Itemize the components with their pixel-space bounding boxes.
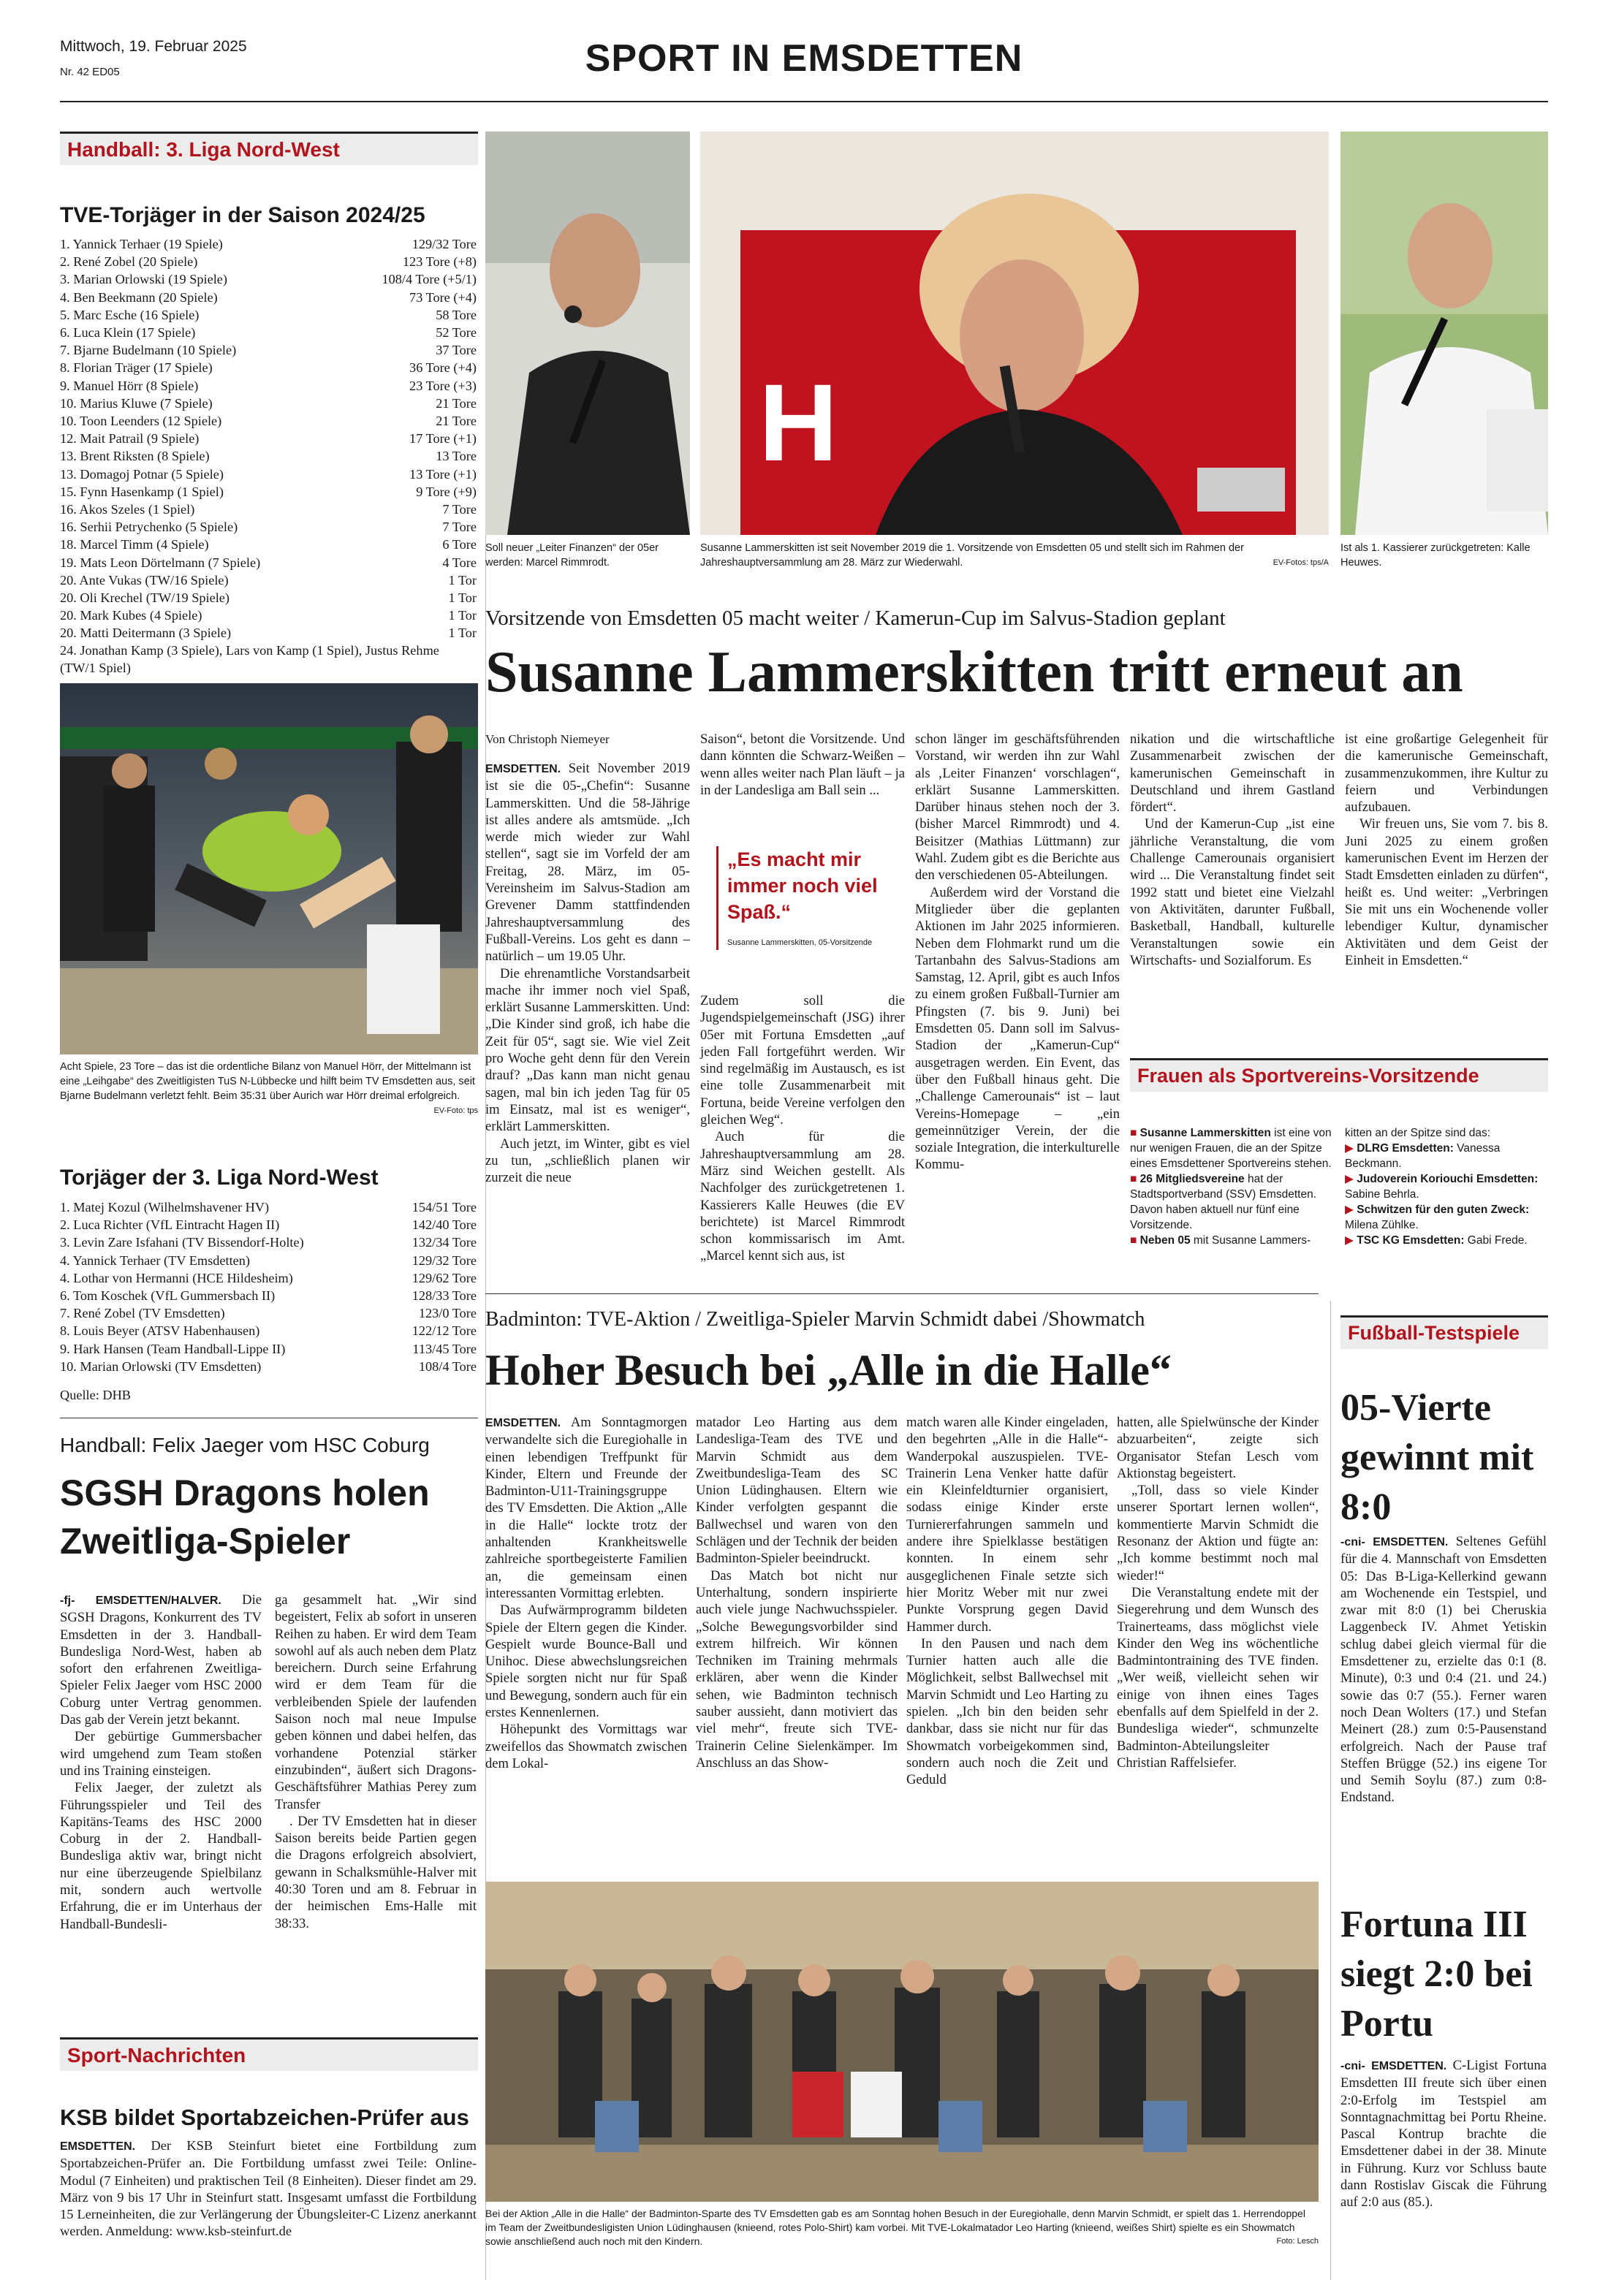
goal-count: 37 Tore — [436, 343, 477, 358]
badminton-group-image — [485, 1882, 1319, 2202]
player-name: 13. Domagoj Potnar (5 Spiele) — [60, 466, 224, 482]
caption-lammerskitten: Susanne Lammerskitten ist seit November 2019 die 1. Vorsitzende von Emsdetten 05 und stellt sich im Rahmen der Jahreshauptversammlung am 28. März zur Wiederwahl. EV-Fotos: tps/A — [700, 542, 1329, 569]
tve-scorers-last: 24. Jonathan Kamp (3 Spiele), Lars von Kamp (1 Spiel), Justus Rehme (TW/1 Spiel) — [60, 643, 439, 676]
badminton-col2 — [696, 1414, 898, 1771]
goal-count: 1 Tor — [448, 590, 477, 606]
badminton-col4 — [1117, 1414, 1319, 1771]
caption-heuwes: Ist als 1. Kassierer zurückgetreten: Kalle Heuwes. — [1340, 542, 1531, 569]
badminton-kicker: Badminton: TVE-Aktion / Zweitliga-Spieler Marvin Schmidt dabei /Showmatch — [485, 1308, 1145, 1331]
ksb-article: EMSDETTEN. Der KSB Steinfurt bietet eine Fortbildung zum Sportabzeichen-Prüfer an. Die Fortbildung umfasst zwei Teile: Online-Modul (7 Einheiten) und praktischen Teil (8 Einheiten). Dieser findet am 29. März von 9 bis 17 Uhr in Steinfurt statt. Insgesamt umfasst die Fortbildung 15 Lerneinheiten, die zur Verlängerung der Übungsleiter-C Lizenz anerkannt werden. Anmeldung: www.ksb-steinfurt.de — [60, 2138, 477, 2239]
bullet-icon: ▶ — [1345, 1234, 1357, 1247]
photo-lammerskitten — [700, 132, 1329, 535]
goal-count: 21 Tore — [436, 395, 477, 411]
handball-photo — [60, 683, 478, 1054]
table-row — [60, 501, 477, 518]
goal-count: 1 Tor — [448, 572, 477, 588]
goal-count: 132/34 Tore — [412, 1235, 477, 1250]
player-name: 3. Levin Zare Isfahani (TV Bissendorf-Holte) — [60, 1235, 304, 1250]
table-row — [60, 554, 477, 571]
player-name: 2. René Zobel (20 Spiele) — [60, 254, 198, 270]
paragraph: Die Veranstaltung endete mit der Siegerehrung und dem Wunsch des Trainerteams, dass möglichst viele Kinder den Weg ins wöchentliche Badmintontraining des TVE finden. „Wer weiß, vielleicht sehen wir einige von ihnen eines Tages ebenfalls auf dem Spielfeld in der 2. Bundesliga wieder“, schmunzelte Badminton-Abteilungsleiter Christian Raffelsiefer. — [1117, 1584, 1319, 1771]
player-name: 13. Brent Riksten (8 Spiele) — [60, 449, 210, 464]
badminton-col1 — [485, 1414, 687, 1772]
player-name: 6. Luca Klein (17 Spiele) — [60, 325, 196, 341]
paragraph: schon länger im geschäftsführenden Vorstand, wir werden ihn zur Wahl als ‚Leiter Finanzen‘ vorschlagen“, erklärt Susanne Lammerskitten. Darüber hinaus stehen noch der 3. (bisher Marcel Rimmrodt) und 4. Beisitzer (Mathias Lüttmann) zur Wahl. Zudem gibt es die Berichte aus den verschiedenen 05-Abteilungen. — [915, 731, 1120, 883]
lead-author: Von Christoph Niemeyer — [485, 732, 610, 746]
table-row — [60, 270, 477, 288]
player-name: 4. Yannick Terhaer (TV Emsdetten) — [60, 1252, 251, 1268]
bullet-icon: ■ — [1130, 1127, 1140, 1139]
goal-count: 13 Tore — [436, 449, 477, 464]
player-name: 4. Ben Beekmann (20 Spiele) — [60, 289, 218, 305]
table-row — [60, 1304, 477, 1322]
goal-count: 4 Tore — [442, 555, 477, 570]
paragraph: Auch jetzt, im Winter, gibt es viel zu tun, „schließlich planen wir zurzeit die neue — [485, 1136, 690, 1186]
table-row — [60, 377, 477, 395]
table-row — [60, 324, 477, 341]
player-name: 18. Marcel Timm (4 Spiele) — [60, 537, 209, 552]
goal-count: 58 Tore — [436, 307, 477, 322]
list-item: ■ Susanne Lammerskitten ist eine von nur wenigen Frauen, die an der Spitze eines Emsdettener Sportvereins stehen. — [1130, 1127, 1332, 1170]
goal-count: 6 Tore — [442, 537, 477, 552]
paragraph: nikation und die wirtschaftliche Zusammenarbeit zwischen der kamerunischen Gemeinschaft in Deutschland und ihrem Gastland fördert“. — [1130, 731, 1335, 816]
sgsh-article-col2 — [275, 1592, 477, 1932]
fussball-headline-1: 05-Vierte gewinnt mit 8:0 — [1340, 1387, 1534, 1528]
paragraph: -cni- EMSDETTEN. Seltenes Gefühl für die 4. Mannschaft von Emsdetten 05: Das B-Liga-Kellerkind gewann am Wochenende ein Testspiel, und zwar mit 8:0 (1) bei Cheruskia Laggenbeck IV. Ahmet Yetiskin schlug dabei gleich viermal für die Emsdettener zu, erzielte das 0:1 (8. Minute), 0:3 und 0:4 (21. und 24.) sowie das 0:7 (55.). Ferner waren noch Dean Wolters (17.) und Stefan Meinert (28.) zum 0:5-Pausenstand erfolgreich. Nach der Pause traf Steffen Brügge (52.) ins eigene Tor und Semih Soylu (87.) zum 0:8-Endstand. — [1340, 1534, 1547, 1806]
paragraph: Höhepunkt des Vormittags war zweifellos das Showmatch zwischen dem Lokal- — [485, 1722, 687, 1771]
goal-count: 113/45 Tore — [412, 1341, 477, 1356]
player-name: 19. Mats Leon Dörtelmann (7 Spiele) — [60, 555, 261, 570]
paragraph: Das Aufwärmprogramm bildeten Spiele der Eltern gegen die Kinder. Gespielt wurde Bounce-Ball und Unihoc. Diese abwechslungsreichen Spiele sorgten nicht nur für Spaß und Bewegung, sondern auch für ein erstes Kennenlernen. — [485, 1603, 687, 1721]
rimmrodt-portrait — [485, 132, 690, 535]
list-item: ■ Neben 05 mit Susanne Lammers- — [1130, 1234, 1311, 1247]
lead-article-col2a — [700, 731, 905, 799]
paragraph: Und der Kamerun-Cup „ist eine jährliche Veranstaltung, die vom Challenge Camerounais organisiert wird ... Die Veranstaltung findet seit 1992 statt und bietet eine Vielzahl von Aktivitäten, darunter Fußball, Basketball, Handball, kulturelle Veranstaltungen sowie ein Wirtschafts- und Sozialforum. Es — [1130, 816, 1335, 968]
player-name: 7. Bjarne Budelmann (10 Spiele) — [60, 343, 237, 358]
header-divider — [60, 101, 1548, 102]
table-row — [60, 395, 477, 412]
handball-ribbon: Handball: 3. Liga Nord-West — [60, 132, 478, 165]
goal-count: 17 Tore (+1) — [409, 431, 477, 446]
goal-count: 129/62 Tore — [412, 1270, 477, 1285]
lammerskitten-portrait — [700, 132, 1329, 535]
bullet-icon: ■ — [1130, 1173, 1140, 1185]
table-row — [60, 607, 477, 624]
lead-quote-box — [716, 846, 892, 950]
table-row — [60, 536, 477, 553]
paragraph: EMSDETTEN. Am Sonntagmorgen verwandelte sich die Euregiohalle in einen lebendigen Treffpunkt für Kinder, Eltern und Freunde der Badminton-U11-Trainingsgruppe des TV Emsdetten. Die Aktion „Alle in die Halle“ lockte trotz der anhaltenden Krankheitswelle zahlreiche sportbegeisterte Familien an, die gemeinsam einen interessanten Vormittag erlebten. — [485, 1415, 688, 1601]
player-name: 1. Yannick Terhaer (19 Spiele) — [60, 237, 223, 251]
photo-rimmrodt — [485, 132, 690, 535]
goal-count: 52 Tore — [436, 325, 477, 341]
player-name: 9. Manuel Hörr (8 Spiele) — [60, 378, 199, 393]
table-row — [60, 1269, 477, 1287]
table-row — [60, 624, 477, 642]
paragraph: -cni- EMSDETTEN. C-Ligist Fortuna Emsdetten III freute sich über einen 2:0-Erfolg im Testspiel am Sonntagnachmittag bei Portu Rheine. Pascal Kontrup brachte die Emsdettener dabei in der 38. Minute in Führung. Kurz vor Schluss baute dann Rostislav Giscak die Führung auf 2:0 aus (85.). — [1340, 2058, 1547, 2211]
lead-article-col1 — [485, 760, 690, 1186]
table-row — [60, 1198, 477, 1216]
lead-article-col5 — [1345, 731, 1548, 969]
paragraph: -fj- EMSDETTEN/HALVER. Die SGSH Dragons, Konkurrent des TV Emsdetten in der 3. Handball-Bundesliga Nord-West, haben ab sofort den erfahrenen Zweitliga-Spieler Felix Jaeger vom HSC 2000 Coburg unter Vertrag genommen. Das gab der Verein jetzt bekannt. — [60, 1592, 262, 1728]
list-item: ▶ Judoverein Koriouchi Emsdetten: Sabine Behrla. — [1345, 1173, 1539, 1201]
frauen-list-right: kitten an der Spitze sind das: ▶ DLRG Emsdetten: Vanessa Beckmann. ▶ Judoverein Koriouchi Emsdetten: Sabine Behrla. ▶ Schwitzen für den guten Zweck: Milena Zühlke. ▶ TSC KG Emsdetten: Gabi Frede. — [1345, 1125, 1547, 1248]
paragraph: ist eine großartige Gelegenheit für die kamerunische Gemeinschaft, zusammenzukommen, ihre Kultur zu feiern und Verbindungen aufzubauen. — [1345, 731, 1548, 816]
player-name: 2. Luca Richter (VfL Eintracht Hagen II) — [60, 1217, 280, 1233]
player-name: 12. Mait Patrail (9 Spiele) — [60, 431, 200, 446]
player-name: 10. Marian Orlowski (TV Emsdetten) — [60, 1358, 262, 1374]
table-row — [60, 465, 477, 483]
paragraph: hatten, alle Spielwünsche der Kinder abzuarbeiten“, zeigte sich Organisator Stefan Lesch vom Aktionstag begeistert. — [1117, 1415, 1319, 1481]
paragraph: Das Match bot nicht nur Unterhaltung, sondern inspirierte auch viele junge Nachwuchsspieler. „Solche Bewegungsvorbilder sind extrem hilfreich. Wir können Techniken im Training mehrmals erklären, aber wenn die Kinder sehen, wie Badminton technisch sauber aussieht, dann motiviert das viel mehr“, freute sich TVE-Trainerin Celine Sielenkämper. Im Anschluss an das Show- — [696, 1567, 898, 1771]
goal-count: 154/51 Tore — [412, 1200, 477, 1214]
caption-credit: EV-Fotos: tps/A — [1273, 558, 1329, 567]
paragraph: EMSDETTEN. Seit November 2019 ist sie die 05-„Chefin“: Susanne Lammerskitten. Und die 58-Jährige ist alles andere als amtsmüde. „Ich werde mich wieder zur Wahl stellen“, sagt sie im Vorfeld der am Freitag, 28. März, im 05-Vereinsheim im Salvus-Stadion am Grevener Damm stattfindenden Jahreshauptversammlung des Fußball-Vereins. Los geht es dann – natürlich – um 19.05 Uhr. — [485, 761, 691, 965]
bullet-icon: ▶ — [1345, 1204, 1357, 1216]
goal-count: 7 Tore — [442, 520, 477, 535]
liga-scorers-list — [60, 1198, 477, 1375]
goal-count: 21 Tore — [436, 414, 477, 429]
table-row — [60, 1252, 477, 1269]
lead-quote-source: Susanne Lammerskitten, 05-Vorsitzende — [727, 938, 873, 947]
goal-count: 73 Tore (+4) — [409, 289, 477, 305]
player-name: 20. Mark Kubes (4 Spiele) — [60, 608, 202, 623]
goal-count: 23 Tore (+3) — [409, 378, 477, 393]
player-name: 3. Marian Orlowski (19 Spiele) — [60, 272, 227, 287]
handball-player-image — [60, 683, 478, 1054]
banner-letter: H — [759, 361, 838, 484]
player-name: 4. Lothar von Hermanni (HCE Hildesheim) — [60, 1270, 293, 1285]
lead-quote: „Es macht mir immer noch viel Spaß.“ — [727, 848, 878, 923]
lead-headline: Susanne Lammerskitten tritt erneut an — [485, 640, 1463, 704]
photo-credit: EV-Foto: tps — [433, 1106, 478, 1115]
table-row — [60, 412, 477, 430]
goal-count: 129/32 Tore — [412, 1252, 477, 1268]
table-row — [60, 235, 477, 253]
player-name: 8. Louis Beyer (ATSV Habenhausen) — [60, 1323, 260, 1339]
paragraph: Saison“, betont die Vorsitzende. Und dann könnten die Schwarz-Weißen – wenn alles weiter nach Plan läuft – ja in der Landesliga am Ball sein ... — [700, 731, 905, 798]
table-row — [60, 341, 477, 359]
table-row — [60, 359, 477, 376]
bullet-icon: ▶ — [1345, 1142, 1357, 1155]
badminton-caption: Bei der Aktion „Alle in die Halle“ der Badminton-Sparte des TV Emsdetten gab es am Sonntag hohen Besuch in der Euregiohalle, denn Marvin Schmidt, er spielt das 1. Herrendoppel im Team der Zweitbundesligisten Union Lüdinghausen (knieend, rotes Polo-Shirt) kam vorbei. Mit TVE-Lokalmatador Leo Harting (knieend, weißes Shirt) spielte es ein Showmatch sowie anschließend auch noch mit den Kindern. Foto: Lesch — [485, 2208, 1319, 2247]
photo-heuwes — [1340, 132, 1548, 535]
goal-count: 13 Tore (+1) — [409, 466, 477, 482]
goal-count: 9 Tore (+9) — [416, 484, 477, 499]
lead-article-col4 — [1130, 731, 1335, 969]
fussball-ribbon: Fußball-Testspiele — [1340, 1315, 1548, 1349]
lead-article-col3 — [915, 731, 1120, 1174]
source-note: Quelle: DHB — [60, 1388, 131, 1402]
fussball-article-1 — [1340, 1533, 1547, 1806]
player-name: 20. Oli Krechel (TW/19 Spiele) — [60, 590, 230, 606]
paragraph: Die ehrenamtliche Vorstandsarbeit mache ihr immer noch viel Spaß, erklärt Susanne Lammerskitten. Und: „Die Kinder sind groß, ich habe die Zeit für 05“, sagt sie. Wie viel Zeit pro Woche geht denn für den Verein drauf? „Das kann man nicht genau sagen, mal bin ich jeden Tag für 05 im Einsatz, mal ist es weniger“, erklärt Lammerskitten. — [485, 965, 690, 1135]
badminton-group-photo — [485, 1882, 1319, 2202]
bullet-icon: ■ — [1130, 1234, 1140, 1247]
player-name: 7. René Zobel (TV Emsdetten) — [60, 1306, 225, 1321]
player-name: 9. Hark Hansen (Team Handball-Lippe II) — [60, 1341, 286, 1356]
goal-count: 108/4 Tore — [418, 1358, 477, 1374]
paragraph: Auch für die Jahreshauptversammlung am 28. März sind Weichen gestellt. Als Nachfolger des zurückgetretenen 1. Kassierers Kalle Heuwes (die EV berichtete) ist Marcel Rimmrodt schon kommissarisch im Amt. „Marcel kennt sich aus, ist — [700, 1129, 905, 1264]
bullet-icon: ▶ — [1345, 1173, 1357, 1185]
fussball-headline-2: Fortuna III siegt 2:0 bei Portu — [1340, 1904, 1533, 2045]
table-row — [60, 306, 477, 324]
goal-count: 1 Tor — [448, 608, 477, 623]
frauen-ribbon: Frauen als Sportvereins-Vorsitzende — [1130, 1058, 1548, 1092]
goal-count: 128/33 Tore — [412, 1288, 477, 1304]
player-name: 8. Florian Träger (17 Spiele) — [60, 360, 213, 376]
player-name: 16. Serhii Petrychenko (5 Spiele) — [60, 520, 238, 535]
fussball-article-2 — [1340, 2057, 1547, 2211]
paragraph: matador Leo Harting aus dem Landesliga-Team des TVE und Marvin Schmidt aus dem Zweitbundesliga-Team des SC Union Lüdinghausen. Eltern wie Kinder verfolgten gespannt die Ballwechsel und waren von den Schlägen und der Technik der beiden Badminton-Spieler beeindruckt. — [696, 1415, 898, 1567]
goal-count: 123 Tore (+8) — [402, 254, 477, 270]
sgsh-kicker: Handball: Felix Jaeger vom HSC Coburg — [60, 1434, 430, 1456]
paragraph: Felix Jaeger, der zuletzt als Führungsspieler und Teil des Kapitäns-Teams des HSC 2000 Coburg in der 2. Handball-Bundesliga aktiv war, bringt nicht nur eine überzeugende Spielbilanz mit, sondern auch wertvolle Erfahrung, die er im Unterhaus der Handball-Bundesli- — [60, 1780, 262, 1932]
heuwes-portrait — [1340, 132, 1548, 535]
goal-count: 36 Tore (+4) — [409, 360, 477, 376]
badminton-credit: Foto: Lesch — [1276, 2237, 1319, 2246]
issue-number: Nr. 42 ED05 — [60, 66, 120, 78]
caption-rimmrodt: Soll neuer „Leiter Finanzen“ der 05er werden: Marcel Rimmrodt. — [485, 542, 659, 569]
list-item: ▶ Schwitzen für den guten Zweck: Milena Zühlke. — [1345, 1204, 1530, 1231]
table-row — [60, 518, 477, 536]
table-row — [60, 253, 477, 270]
sportnews-ribbon: Sport-Nachrichten — [60, 2037, 478, 2071]
lead-kicker: Vorsitzende von Emsdetten 05 macht weiter / Kamerun-Cup im Salvus-Stadion geplant — [485, 607, 1226, 630]
table-row — [60, 571, 477, 589]
table-row — [60, 1358, 477, 1375]
player-name: 20. Ante Vukas (TW/16 Spiele) — [60, 572, 229, 588]
table-row — [60, 1322, 477, 1339]
list-item: ■ 26 Mitgliedsvereine hat der Stadtsportverband (SSV) Emsdetten. Davon haben aktuell nur fünf eine Vorsitzende. — [1130, 1173, 1317, 1231]
list-item: ▶ DLRG Emsdetten: Vanessa Beckmann. — [1345, 1142, 1501, 1170]
table-row — [60, 1216, 477, 1233]
table-row — [60, 289, 477, 306]
list-item: ▶ TSC KG Emsdetten: Gabi Frede. — [1345, 1234, 1528, 1247]
goal-count: 108/4 Tore (+5/1) — [382, 272, 477, 287]
player-name: 10. Marius Kluwe (7 Spiele) — [60, 395, 213, 411]
sgsh-headline: SGSH Dragons holen Zweitliga-Spieler — [60, 1472, 430, 1562]
goal-count: 123/0 Tore — [418, 1306, 477, 1321]
paragraph: Zudem soll die Jugendspielgemeinschaft (JSG) ihrer 05er mit Fortuna Emsdetten „auf jeden Fall fortgeführt werden. Wir sind regelmäßig im Austausch, es ist eine tolle Zusammenarbeit mit Fortuna, beide Vereine verfolgen den gleichen Weg“. — [700, 993, 905, 1128]
frauen-list-left — [1130, 1125, 1332, 1248]
tve-scorers-title: TVE-Torjäger in der Saison 2024/25 — [60, 203, 425, 227]
table-row — [60, 483, 477, 501]
badminton-headline: Hoher Besuch bei „Alle in die Halle“ — [485, 1346, 1172, 1394]
table-row — [60, 589, 477, 607]
table-row — [60, 1287, 477, 1304]
player-name: 10. Toon Leenders (12 Spiele) — [60, 414, 222, 429]
paragraph: match waren alle Kinder eingeladen, den begehrten „Alle in die Halle“-Wanderpokal auszuspielen. TVE-Trainerin Lena Venker hatte dafür ein Kleinfeldturnier organisiert, sodass einige Kinder erste Turniererfahrungen sammeln und andere ihre Spielklasse bestätigen konnten. In einem sehr ausgeglichenen Finale setzte sich hier Moritz Weber mit nur zwei Punkte Vorsprung gegen David Hammer durch. — [906, 1415, 1108, 1635]
paragraph: In den Pausen und nach dem Turnier hatten auch alle die Möglichkeit, selbst Ballwechsel mit Marvin Schmidt und Leo Harting zu spielen. „Ich bin den beiden sehr dankbar, dass sie nicht nur für das Showmatch vorbeigekommen sind, sondern auch noch die Zeit und Geduld — [906, 1635, 1108, 1788]
player-name: 1. Matej Kozul (Wilhelmshavener HV) — [60, 1200, 270, 1214]
handball-photo-caption: Acht Spiele, 23 Tore – das ist die ordentliche Bilanz von Manuel Hörr, der Mittelmann ist eine „Leihgabe“ des Zweitligisten TuS N-Lübbecke und hilft beim TV Emsdetten aus, seit Bjarne Budelmann verletzt fehlt. Beim 35:31 über Aurich war Hörr dreimal erfolgreich. EV-Foto: tps — [60, 1060, 478, 1118]
player-name: 15. Fynn Hasenkamp (1 Spiel) — [60, 484, 224, 499]
table-row — [60, 430, 477, 447]
goal-count: 1 Tor — [448, 626, 477, 641]
liga-scorers-title: Torjäger der 3. Liga Nord-West — [60, 1166, 379, 1190]
table-row — [60, 447, 477, 465]
paragraph: Außerdem wird der Vorstand die Mitglieder über die geplanten Aktionen im Jahr 2025 informieren. Neben dem Flohmarkt rund um die Tartanbahn des Salvus-Stadions am Samstag, 12. April, gibt es auch Infos zu einem großen Fußball-Turnier am Pfingsten (7. bis 9. Juni) bei Emsdetten 05. Dann soll im Salvus-Stadion der „Kamerun-Cup“ ausgetragen werden. Ein Event, das über den Fußball hinaus geht. Die „Challenge Camerounais“ ist – laut Vereins-Homepage – „ein gemeinnütziger Verein, der die soziale Integration, die interkulturelle Kommu- — [915, 884, 1120, 1173]
player-name: 5. Marc Esche (16 Spiele) — [60, 307, 200, 322]
tve-scorers-list — [60, 235, 477, 642]
ksb-headline: KSB bildet Sportabzeichen-Prüfer aus — [60, 2105, 469, 2130]
table-row — [60, 1233, 477, 1251]
goal-count: 129/32 Tore — [412, 237, 477, 251]
goal-count: 122/12 Tore — [412, 1323, 477, 1339]
paragraph: . Der TV Emsdetten hat in dieser Saison bereits beide Partien gegen die Dragons erfolgreich absolviert, gewann in Schalksmühle-Halver mit 40:30 Toren und am 8. Februar in der heimischen Ems-Halle mit 38:33. — [275, 1813, 477, 1931]
paragraph: ga gesammelt hat. „Wir sind begeistert, Felix ab sofort in unseren Reihen zu haben. Er wird dem Team sowohl auf als auch neben dem Platz bereichern. Durch seine Erfahrung wird er dem Team für die verbleibenden Spiele der laufenden Saison noch mal neue Impulse geben können und dabei helfen, das vorhandene Potenzial stärker einzubinden“, äußert sich Dragons-Geschäftsführer Mathias Perey zum Transfer — [275, 1592, 477, 1812]
paragraph: Der gebürtige Gummersbacher wird umgehend zum Team stoßen und ins Training einsteigen. — [60, 1729, 262, 1779]
player-name: 16. Akos Szeles (1 Spiel) — [60, 502, 195, 517]
paragraph: „Toll, dass so viele Kinder unserer Sportart lernen wollen“, kommentierte Marvin Schmidt die Resonanz der Aktion und fügte an: „Ich komme bestimmt noch mal wieder!“ — [1117, 1483, 1319, 1584]
page-title: SPORT IN EMSDETTEN — [585, 37, 1023, 80]
goal-count: 142/40 Tore — [412, 1217, 477, 1233]
paragraph: Wir freuen uns, Sie vom 7. bis 8. Juni 2025 zu einem großen kamerunischen Event im Herzen der Stadt Emsdetten einladen zu dürfen“, heißt es. Und weiter: „Verbringen Sie mit uns ein Wochenende voller lebendiger Kultur, dynamischer Aktivitäten und dem Geist der Einheit in Emsdetten.“ — [1345, 816, 1548, 968]
player-name: 20. Matti Deitermann (3 Spiele) — [60, 626, 232, 641]
player-name: 6. Tom Koschek (VfL Gummersbach II) — [60, 1288, 276, 1304]
badminton-col3 — [906, 1414, 1108, 1789]
table-row — [60, 1340, 477, 1358]
goal-count: 7 Tore — [442, 502, 477, 517]
sgsh-article-col1 — [60, 1592, 262, 1933]
issue-date: Mittwoch, 19. Februar 2025 — [60, 38, 247, 55]
lead-article-col2b — [700, 992, 905, 1265]
